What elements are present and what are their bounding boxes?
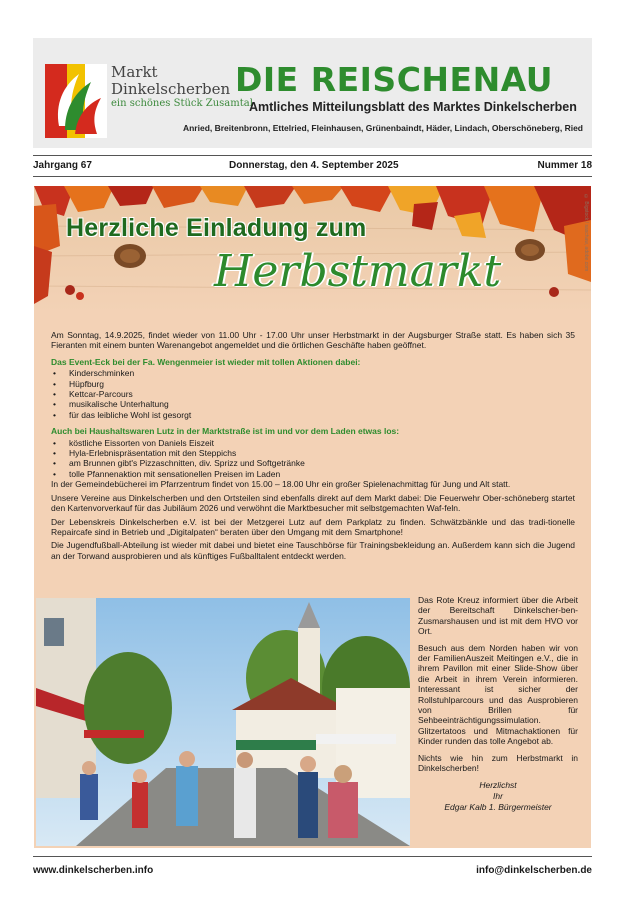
list-item: • Kinderschminken [51,368,575,378]
paragraph-library: In der Gemeindebücherei im Pfarrzentrum findet von 15.00 – 18.00 Uhr ein großer Spielenachmittag für Jung und Alt statt. [51,479,511,490]
issue-date: Donnerstag, den 4. September 2025 [229,160,399,171]
logo-tagline: ein schönes Stück Zusamtal [111,98,253,109]
footer-website-link[interactable]: www.dinkelscherben.info [33,865,154,876]
list-item: • Kettcar-Parcours [51,389,575,399]
market-photo [36,598,410,846]
list-item: • Hyla-Erlebnispräsentation mit den Steppichs [51,448,575,458]
paragraph-youth-football: Die Jugendfußball-Abteilung ist wieder mit dabei und bietet eine Tauschbörse für Trainingsbekleidung an. Außerdem kann sich die Jugend an der Torwand ausprobieren und als künftiges Fußballtalent entdeckt werden. [51,540,575,561]
feature-panel [34,186,591,848]
section-heading-lutz: Auch bei Haushaltswaren Lutz in der Marktstraße ist im und vor dem Laden etwas los: [51,426,400,437]
banner-title: Herbstmarkt [214,246,502,297]
signature-block [418,780,578,813]
list-item: • Hüpfburg [51,379,575,389]
logo-wordmark [111,64,253,110]
article-body [51,330,575,564]
signature-pronoun: Ihr [493,790,503,801]
page-footer [33,856,592,876]
article-intro: Am Sonntag, 14.9.2025, findet wieder von 11.00 Uhr - 17.00 Uhr unser Herbstmarkt in der Augsburger Straße statt. Es haben sich 35 Fieranten mit einem bunten Warenangebot angemeldet und die örtlichen Geschäfte haben geöffnet. [51,330,575,351]
signature-greeting: Herzlichst [479,779,517,790]
paragraph-lebenskreis: Der Lebenskreis Dinkelscherben e.V. ist bei der Metzgerei Lutz auf dem Parkplatz zu finden. Schwätzbänkle und das tradi-tionelle Repaircafe sind in Betrieb und „Digitalpaten“ beraten über den Umgang mit dem Smartphone! [51,516,575,537]
masthead [33,38,592,148]
paragraph-clubs: Unsere Vereine aus Dinkelscherben und den Ortsteilen sind ebenfalls direkt auf dem Markt dabei: Die Feuerwehr Ober-schöneberg startet den Kartenvorverkauf für das Jubiläum 2026 und verwöhnt die Marktbesucher mit selbstgemachten Waf-feln. [51,492,575,514]
logo-line-town: Dinkelscherben [111,80,231,98]
village-list: Anried, Breitenbronn, Ettelried, Fleinhausen, Grünenbaindt, Häder, Lindach, Oberschöneberg, Ried [182,123,583,133]
list-item: • für das leibliche Wohl ist gesorgt [51,410,575,420]
section-heading-event-eck: Das Event-Eck bei der Fa. Wengenmeier ist wieder mit tollen Aktionen dabei: [51,356,361,367]
signature-name: Edgar Kalb 1. Bürgermeister [444,801,552,812]
logo-line-market: Markt [111,63,158,81]
lutz-list [51,438,575,480]
banner-invitation: Herzliche Einladung zum [66,214,367,242]
photo-credit: © Bigstock / saschaw, adobe.com [583,194,589,272]
newspaper-title: DIE REISCHENAU [235,60,554,99]
issue-bar [33,155,592,177]
market-scene-illustration [36,598,410,846]
event-eck-list [51,368,575,420]
issue-volume: Jahrgang 67 [33,160,92,171]
article-sidebar-text [418,595,578,813]
list-item: • köstliche Eissorten von Daniels Eiszeit [51,438,575,448]
paragraph-familienauszeit: Besuch aus dem Norden haben wir von der FamilienAuszeit Meitingen e.V., die in ihrem Pavillon mit einer Slide-Show über die Arbeit in ihrem Verein informieren. Interessant ist sicher der Rollstuhlparcours und das Ausprobieren von Brillen für Sehbeeinträchtigungssimulation. Glitzertatoos und Mitmachaktionen für Kinder runden das tolle Angebot ab. [418,642,578,747]
list-item: • am Brunnen gibt's Pizzaschnitten, div. Sprizz und Softgetränke [51,458,575,468]
autumn-banner [34,186,591,314]
paragraph-red-cross: Das Rote Kreuz informiert über die Arbeit der Bereitschaft Dinkelscher-ben-Zusmarshausen und ist mit dem HVO vor Ort. [418,595,578,637]
footer-email-link[interactable]: info@dinkelscherben.de [476,865,592,876]
paragraph-closing: Nichts wie hin zum Herbstmarkt in Dinkelscherben! [418,752,578,774]
newspaper-subtitle: Amtliches Mitteilungsblatt des Marktes Dinkelscherben [249,100,577,114]
list-item: • musikalische Unterhaltung [51,399,575,409]
issue-number: Nummer 18 [537,160,592,171]
municipality-logo-icon [45,64,107,138]
list-item: • tolle Pfannenaktion mit sensationellen Preisen im Laden [51,469,575,479]
